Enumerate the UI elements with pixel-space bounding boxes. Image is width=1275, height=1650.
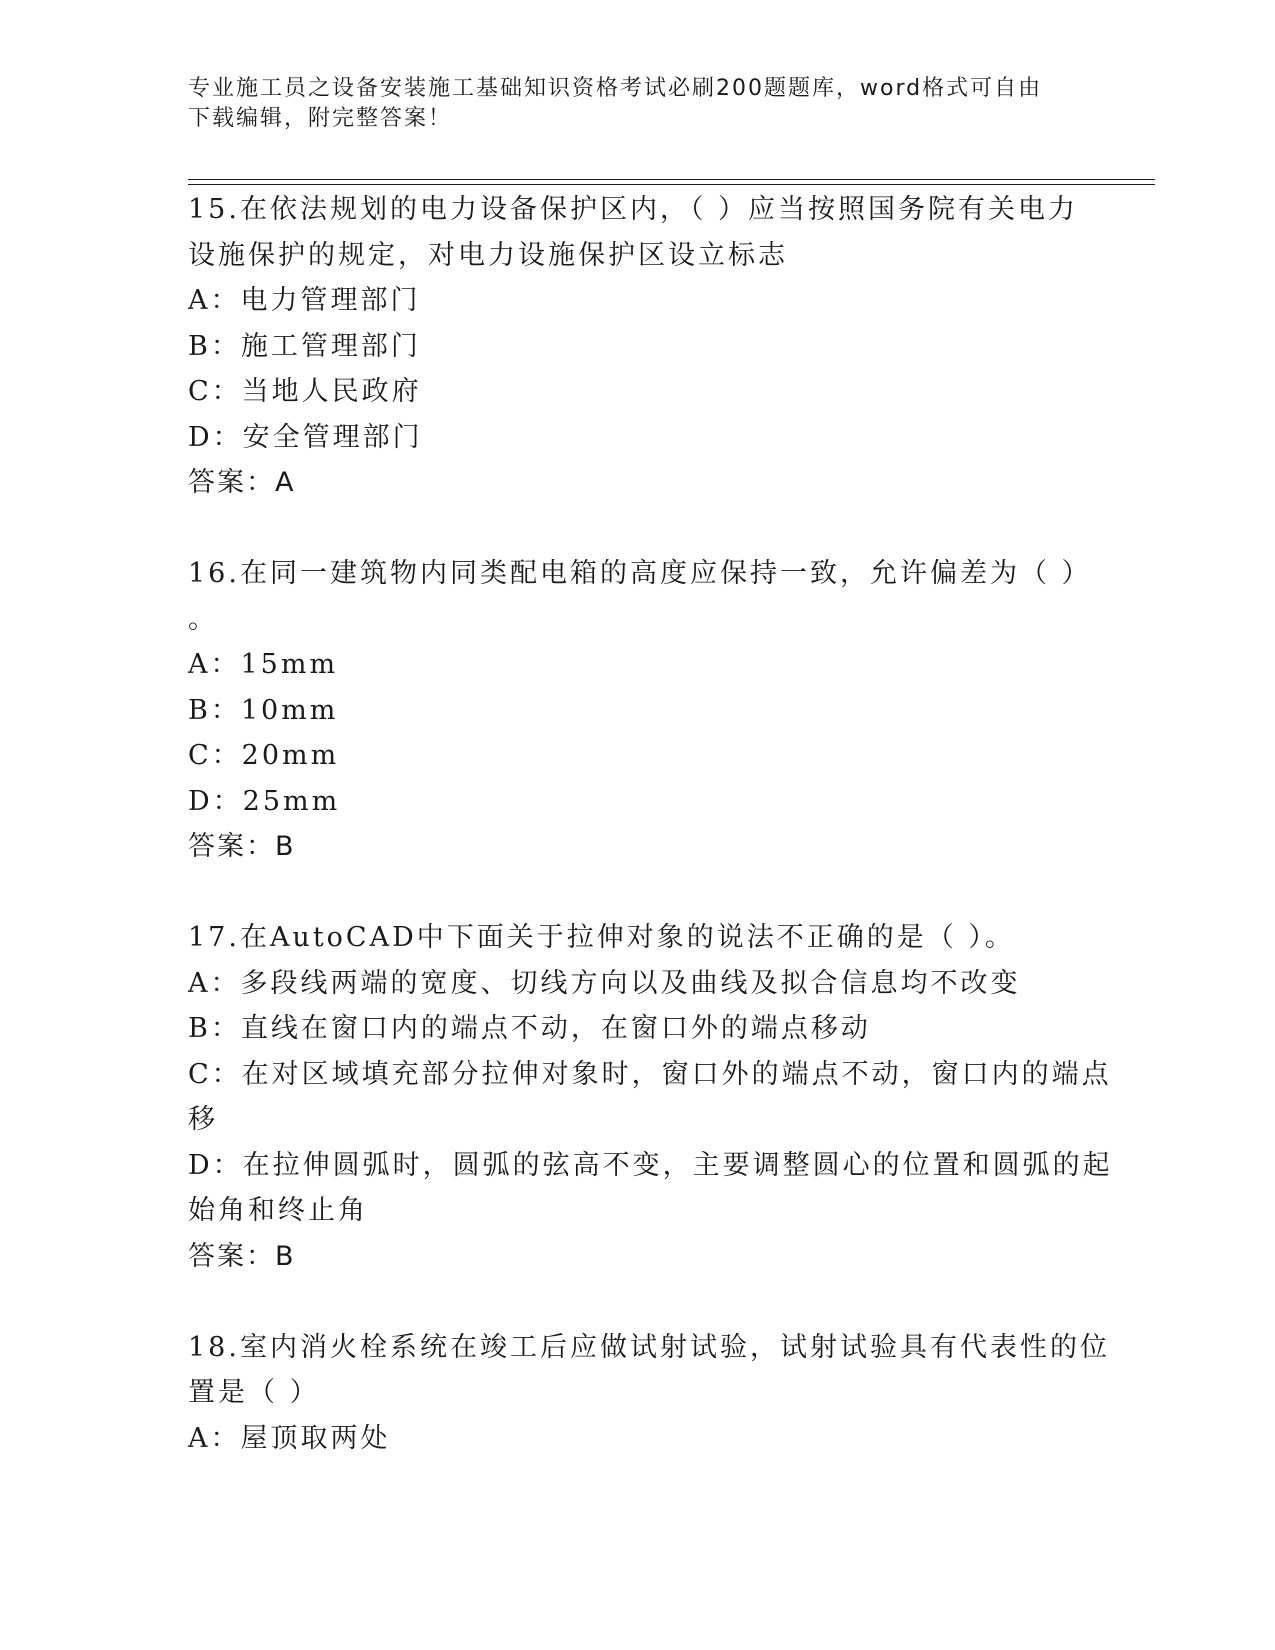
answer-option-line: B：直线在窗口内的端点不动，在窗口外的端点移动 — [188, 1013, 871, 1044]
question-stem-line: 置是（ ） — [188, 1377, 320, 1408]
answer-option-line: A：15mm — [188, 649, 339, 680]
question-spacer — [188, 1279, 1088, 1325]
answer-option-line: 始角和终止角 — [188, 1195, 368, 1226]
question-stem-line: 18.室内消火栓系统在竣工后应做试射试验，试射试验具有代表性的位 — [188, 1331, 1110, 1363]
correct-answer: 答案：B — [188, 831, 296, 862]
answer-option-line: 移 — [188, 1104, 218, 1135]
question-stem-line: 15.在依法规划的电力设备保护区内，（ ）应当按照国务院有关电力 — [188, 194, 1079, 225]
header-line: 专业施工员之设备安装施工基础知识资格考试必刷200题题库，word格式可自由 — [188, 76, 1043, 101]
question-block — [188, 915, 1113, 1325]
question-spacer — [188, 870, 1088, 916]
correct-answer: 答案：A — [188, 467, 296, 498]
answer-option-line: C：20mm — [188, 740, 340, 771]
question-list — [188, 187, 1113, 1461]
question-stem-line: 17.在AutoCAD中下面关于拉伸对象的说法不正确的是（ ）。 — [188, 922, 1015, 953]
answer-option-line: C：当地人民政府 — [188, 376, 422, 407]
question-block — [188, 1325, 1110, 1462]
header-line: 下载编辑，附完整答案！ — [188, 106, 453, 131]
question-stem-line: 16.在同一建筑物内同类配电箱的高度应保持一致，允许偏差为（ ） — [188, 558, 1092, 589]
question-stem-line: 。 — [188, 603, 218, 635]
answer-option-line: A：屋顶取两处 — [188, 1422, 391, 1454]
question-stem-line: 设施保护的规定，对电力设施保护区设立标志 — [188, 239, 788, 271]
document-header — [188, 74, 1068, 134]
question-spacer — [188, 506, 1088, 552]
answer-option-line: A：电力管理部门 — [188, 285, 421, 316]
header-divider-top — [188, 179, 1155, 180]
answer-option-line: D：25mm — [188, 785, 341, 817]
correct-answer: 答案：B — [188, 1240, 296, 1272]
answer-option-line: A：多段线两端的宽度、切线方向以及曲线及拟合信息均不改变 — [188, 967, 1021, 999]
answer-option-line: D：安全管理部门 — [188, 421, 423, 453]
question-block — [188, 551, 1092, 915]
answer-option-line: C：在对区域填充部分拉伸对象时，窗口外的端点不动，窗口内的端点 — [188, 1058, 1112, 1090]
answer-option-line: D：在拉伸圆弧时，圆弧的弦高不变，主要调整圆心的位置和圆弧的起 — [188, 1149, 1113, 1181]
question-block — [188, 187, 1088, 551]
header-divider-bottom — [188, 184, 1155, 185]
answer-option-line: B：10mm — [188, 694, 339, 726]
answer-option-line: B：施工管理部门 — [188, 330, 421, 362]
